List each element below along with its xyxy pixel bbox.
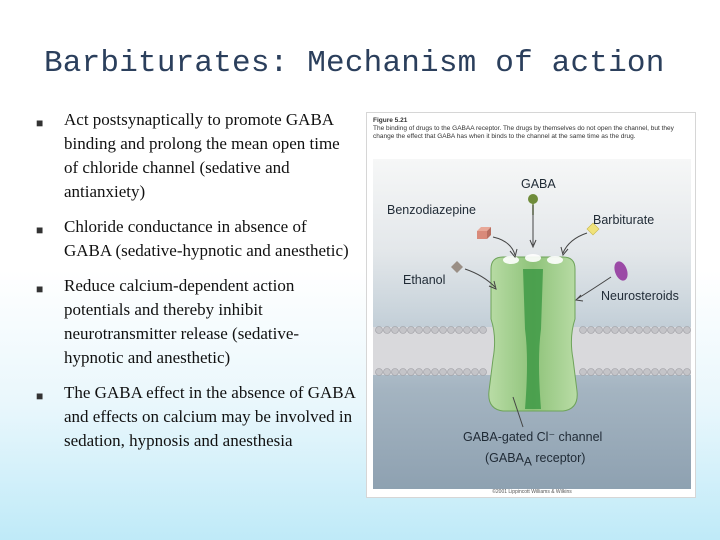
- ethanol-ligand: [451, 261, 463, 273]
- label-gaba: GABA: [521, 177, 556, 191]
- bullet-text: Chloride conductance in absence of GABA (sedative-hypnotic and anesthetic): [64, 217, 349, 260]
- label-benzodiazepine: Benzodiazepine: [387, 203, 476, 217]
- label-receptor-subscript: A: [523, 454, 532, 469]
- label-ethanol: Ethanol: [403, 273, 446, 287]
- figure-caption-text: The binding of drugs to the GABAA receptor. The drugs by themselves do not open the channel, but they change the effect that GABA has when it binds to the channel at the same time as the drug.: [373, 125, 674, 140]
- bullet-list: [36, 108, 356, 464]
- bullet-text: Reduce calcium-dependent action potentials and thereby inhibit neurotransmitter release (sedative-hypnotic and anesthetic): [64, 276, 300, 367]
- figure-caption: [373, 117, 683, 141]
- bullet-item: [36, 274, 356, 370]
- square-bullet-icon: ■: [36, 389, 44, 403]
- square-bullet-icon: ■: [36, 116, 44, 130]
- square-bullet-icon: ■: [36, 223, 44, 237]
- benzodiazepine-ligand: [477, 227, 491, 239]
- bullet-text: Act postsynaptically to promote GABA binding and prolong the mean open time of chloride channel (sedative and antianxiety): [64, 110, 340, 201]
- label-channel-receptor: [485, 451, 585, 469]
- figure-number: Figure 5.21: [373, 117, 408, 124]
- bullet-item: [36, 108, 356, 204]
- label-barbiturate: Barbiturate: [593, 213, 655, 227]
- square-bullet-icon: ■: [36, 282, 44, 296]
- slide-title: Barbiturates: Mechanism of action: [44, 46, 665, 81]
- bullet-item: [36, 215, 356, 263]
- label-receptor-suffix: receptor): [531, 451, 586, 465]
- figure-panel: [373, 159, 691, 489]
- label-channel-name: GABA-gated Cl⁻ channel: [463, 430, 603, 444]
- neurosteroids-ligand: [612, 260, 630, 283]
- figure-credit: ©2001 Lippincott Williams & Wilkins: [492, 489, 572, 495]
- bullet-text: The GABA effect in the absence of GABA and effects on calcium may be involved in sedation, hypnosis and anesthesia: [64, 383, 355, 450]
- gaba-receptor-figure: [366, 112, 696, 498]
- label-neurosteroids: Neurosteroids: [601, 289, 679, 303]
- bullet-item: [36, 381, 356, 453]
- label-receptor-prefix: (GABA: [485, 451, 524, 465]
